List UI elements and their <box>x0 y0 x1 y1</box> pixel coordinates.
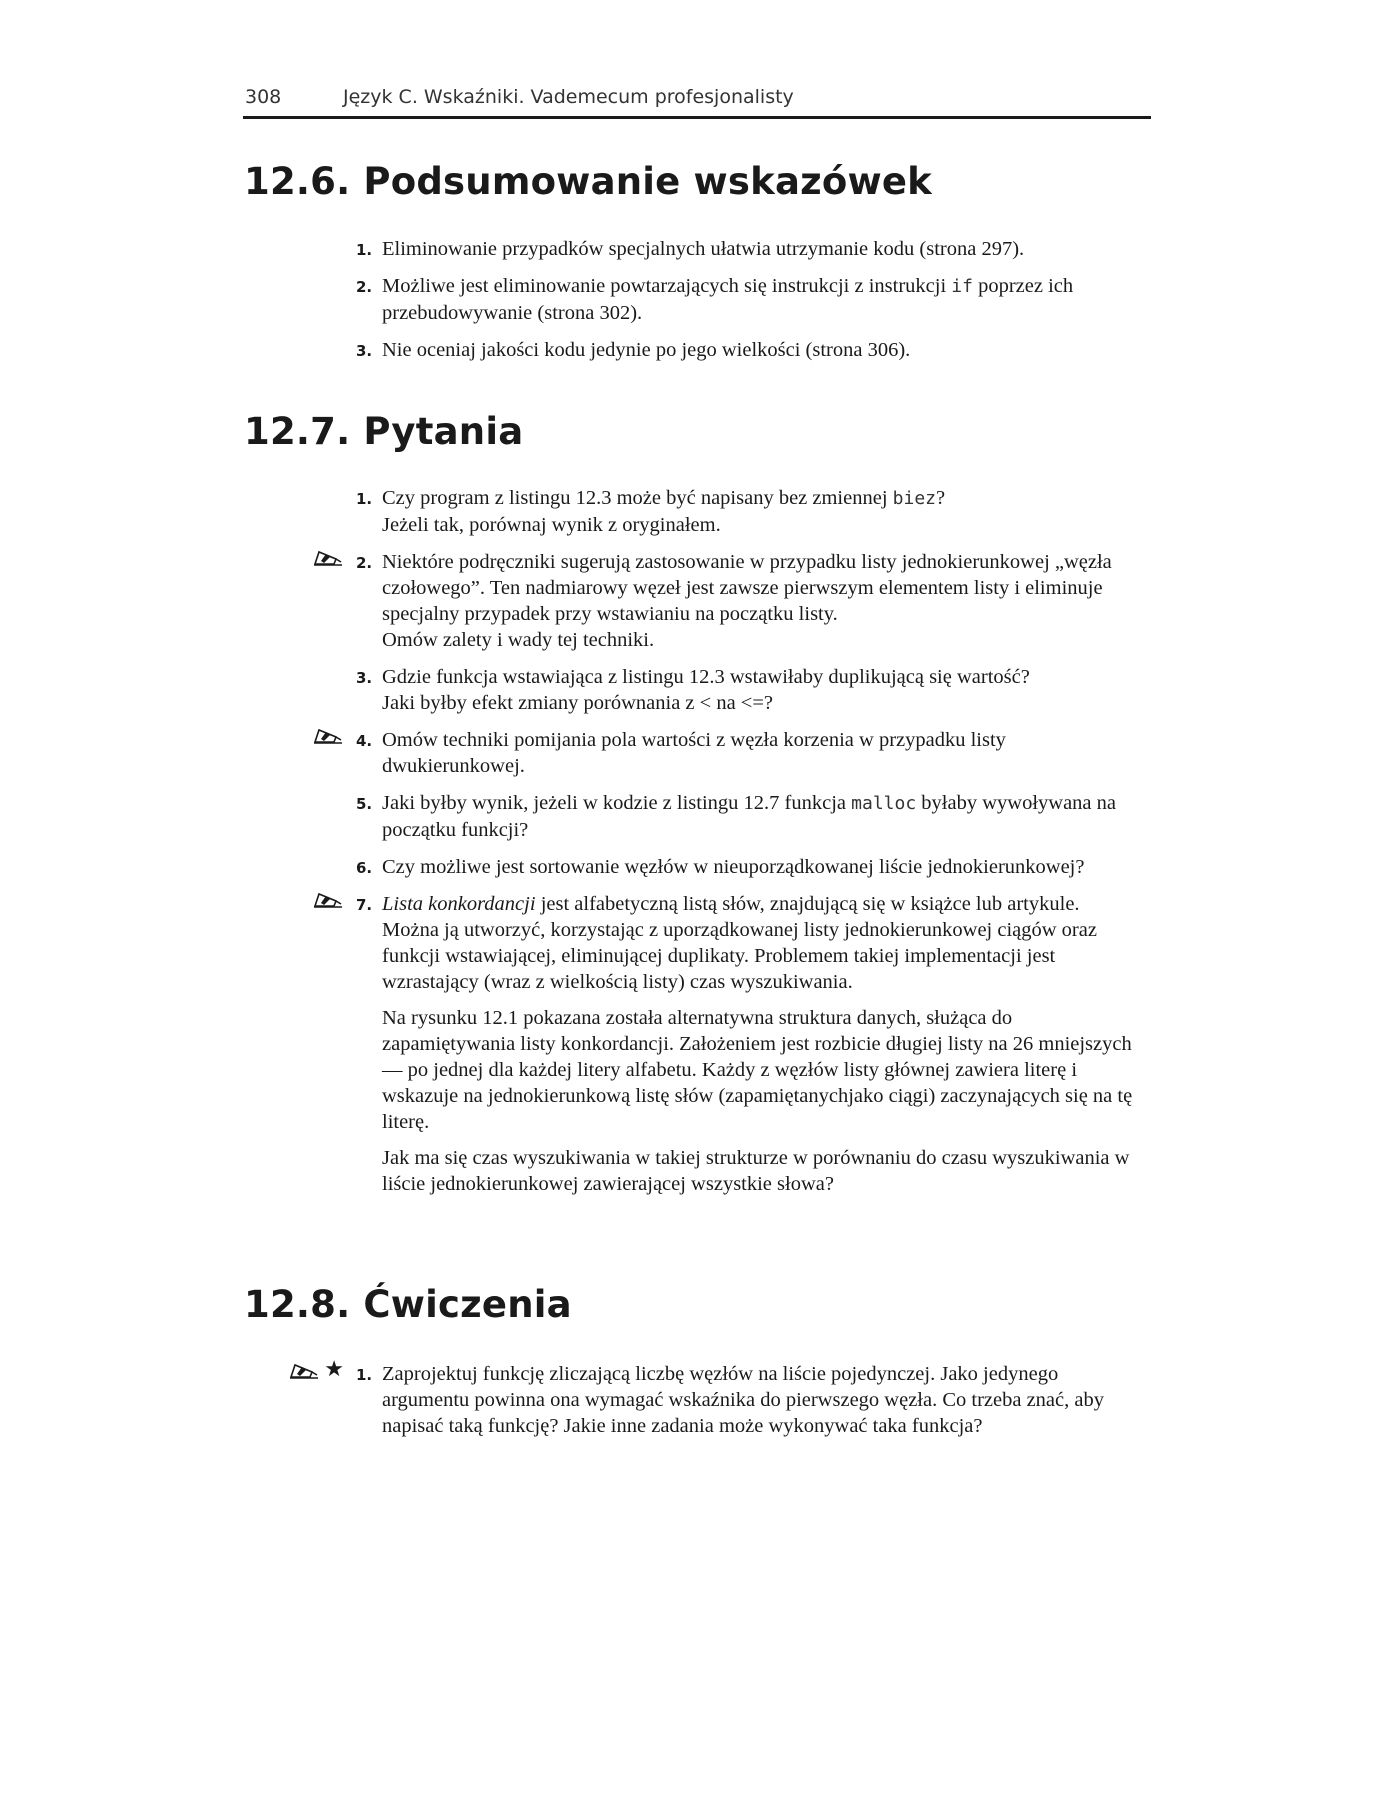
text-run: Eliminowanie przypadków specjalnych ułatwia utrzymanie kodu (strona 297). <box>382 238 1025 260</box>
item-marker <box>312 547 344 567</box>
item-number: 1. <box>356 1366 373 1384</box>
inline-code: biez <box>892 488 937 509</box>
item-marker <box>312 725 344 745</box>
item-number: 2. <box>356 554 373 572</box>
exercises-list <box>324 1357 1136 1450</box>
list-item <box>356 273 1136 326</box>
emphasized-term: Lista konkordancji <box>382 893 536 915</box>
item-paragraph <box>382 664 1136 716</box>
item-paragraph <box>382 1361 1136 1439</box>
item-paragraph <box>382 854 1136 880</box>
text-run: Możliwe jest eliminowanie powtarzających się instrukcji z instrukcji <box>382 275 952 297</box>
text-run: Niektóre podręczniki sugerują zastosowanie w przypadku listy jednokierunkowej „węzła czołowego”. Ten nadmiarowy węzeł jest zawsze pierwszym elementem listy i eliminuje specjalny przypadek przy wstawianiu na początku listy. <box>382 551 1112 625</box>
item-paragraph <box>382 727 1136 779</box>
text-run: Jeżeli tak, porównaj wynik z oryginałem. <box>382 514 721 536</box>
item-paragraph <box>382 236 1136 262</box>
item-number: 6. <box>356 859 373 877</box>
item-paragraph <box>382 1005 1136 1135</box>
list-item <box>356 664 1136 716</box>
text-run: byłaby wywoływana na początku funkcji? <box>382 792 1116 841</box>
text-run: poprzez ich przebudowywanie (strona 302). <box>382 275 1074 324</box>
section-title-questions: 12.7. Pytania <box>244 410 524 453</box>
item-paragraph <box>382 485 1136 538</box>
item-number: 1. <box>356 490 373 508</box>
list-item <box>324 1357 1136 1439</box>
running-header <box>243 84 1151 119</box>
item-number: 5. <box>356 795 373 813</box>
text-run: Czy program z listingu 12.3 może być napisany bez zmiennej <box>382 487 893 509</box>
pencil-note-icon <box>312 889 344 909</box>
section-title-summary: 12.6. Podsumowanie wskazówek <box>244 160 932 203</box>
text-run: Zaprojektuj funkcję zliczającą liczbę węzłów na liście pojedynczej. Jako jedynego argumentu powinna ona wymagać wskaźnika do pierwszego węzła. Co trzeba znać, aby napisać taką funkcję? Jakie inne zadania może wykonywać taka funkcja? <box>382 1363 1104 1437</box>
item-paragraph <box>382 337 1136 363</box>
item-marker <box>312 889 344 909</box>
item-number: 3. <box>356 669 373 687</box>
list-item <box>356 485 1136 538</box>
summary-list <box>356 236 1136 374</box>
text-run: Jaki byłby wynik, jeżeli w kodzie z listingu 12.7 funkcja <box>382 792 852 814</box>
item-paragraph <box>382 891 1136 995</box>
list-item <box>356 854 1136 880</box>
book-title: Język C. Wskaźniki. Vademecum profesjonalisty <box>343 86 794 108</box>
text-run: Omów techniki pomijania pola wartości z węzła korzenia w przypadku listy dwukierunkowej. <box>382 729 1006 777</box>
text-run: Jak ma się czas wyszukiwania w takiej strukturze w porównaniu do czasu wyszukiwania w liście jednokierunkowej zawierającej wszystkie słowa? <box>382 1147 1130 1195</box>
item-number: 3. <box>356 342 373 360</box>
star-icon: ★ <box>324 1357 344 1382</box>
item-number: 1. <box>356 241 373 259</box>
item-paragraph <box>382 790 1136 843</box>
item-paragraph <box>382 549 1136 653</box>
text-run: ? <box>936 487 946 509</box>
page-number: 308 <box>245 86 282 108</box>
pencil-note-icon <box>288 1360 320 1380</box>
text-run: Na rysunku 12.1 pokazana została alternatywna struktura danych, służąca do zapamiętywania listy konkordancji. Założeniem jest rozbicie długiej listy na 26 mniejszych — po jednej dla każdej litery alfabetu. Każdy z węzłów listy głównej zawiera literę i wskazuje na jednokierunkową listę słów (zapamiętanychjako ciągi) zaczynających się na tę literę. <box>382 1007 1133 1133</box>
item-paragraph <box>382 1145 1136 1197</box>
pencil-note-icon <box>312 547 344 567</box>
list-item <box>356 727 1136 779</box>
item-marker <box>288 1359 344 1381</box>
inline-code: malloc <box>851 793 917 814</box>
list-item <box>356 549 1136 653</box>
text-run: Gdzie funkcja wstawiająca z listingu 12.3 wstawiłaby duplikującą się wartość? <box>382 666 1030 688</box>
section-title-exercises: 12.8. Ćwiczenia <box>244 1283 572 1326</box>
list-item <box>356 790 1136 843</box>
item-paragraph <box>382 273 1136 326</box>
text-run: Omów zalety i wady tej techniki. <box>382 629 655 651</box>
inline-code: if <box>951 276 973 297</box>
text-run: Czy możliwe jest sortowanie węzłów w nieuporządkowanej liście jednokierunkowej? <box>382 856 1085 878</box>
list-item <box>356 337 1136 363</box>
list-item <box>356 236 1136 262</box>
questions-list <box>356 485 1136 1208</box>
list-item <box>356 891 1136 1197</box>
text-run: Nie oceniaj jakości kodu jedynie po jego wielkości (strona 306). <box>382 339 911 361</box>
pencil-note-icon <box>312 725 344 745</box>
item-number: 7. <box>356 896 373 914</box>
text-run: jest alfabetyczną listą słów, znajdującą się w książce lub artykule. Można ją utworzyć, korzystając z uporządkowanej listy jednokierunkowej ciągów oraz funkcji wstawiającej, eliminującej duplikaty. Problemem takiej implementacji jest wzrastający (wraz z wielkością listy) czas wyszukiwania. <box>382 893 1097 993</box>
text-run: Jaki byłby efekt zmiany porównania z < na <=? <box>382 692 774 714</box>
item-number: 2. <box>356 278 373 296</box>
item-number: 4. <box>356 732 373 750</box>
